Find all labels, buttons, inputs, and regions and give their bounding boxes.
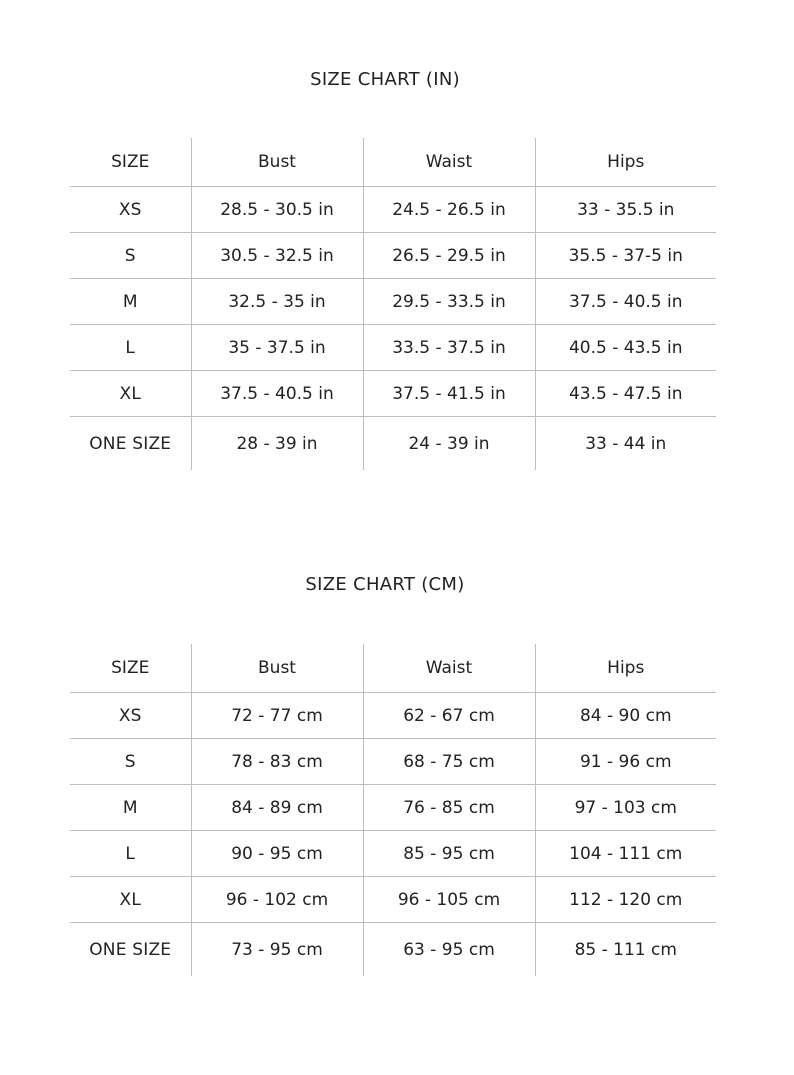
waist-cell: 68 - 75 cm (363, 739, 535, 785)
hips-cell: 37.5 - 40.5 in (535, 279, 716, 325)
table-row (70, 739, 716, 785)
table-header-row (70, 138, 716, 187)
table-row (70, 325, 716, 371)
hips-cell: 91 - 96 cm (535, 739, 716, 785)
bust-cell: 90 - 95 cm (191, 831, 363, 877)
bust-cell: 37.5 - 40.5 in (191, 371, 363, 417)
table-header-row (70, 644, 716, 693)
size-cell: XS (70, 693, 191, 739)
size-cell: XL (70, 371, 191, 417)
bust-cell: 28.5 - 30.5 in (191, 187, 363, 233)
hips-cell: 40.5 - 43.5 in (535, 325, 716, 371)
bust-cell: 35 - 37.5 in (191, 325, 363, 371)
header-size: SIZE (70, 644, 191, 693)
hips-cell: 85 - 111 cm (535, 923, 716, 977)
bust-cell: 30.5 - 32.5 in (191, 233, 363, 279)
header-hips: Hips (535, 138, 716, 187)
hips-cell: 104 - 111 cm (535, 831, 716, 877)
waist-cell: 63 - 95 cm (363, 923, 535, 977)
bust-cell: 78 - 83 cm (191, 739, 363, 785)
table-row (70, 923, 716, 977)
table-row (70, 785, 716, 831)
header-waist: Waist (363, 138, 535, 187)
size-cell: ONE SIZE (89, 939, 172, 960)
waist-cell: 85 - 95 cm (363, 831, 535, 877)
waist-cell: 29.5 - 33.5 in (363, 279, 535, 325)
size-chart-in-title: SIZE CHART (IN) (310, 69, 460, 90)
waist-cell: 26.5 - 29.5 in (363, 233, 535, 279)
size-cell: L (70, 831, 191, 877)
bust-cell: 28 - 39 in (191, 417, 363, 471)
waist-cell: 96 - 105 cm (363, 877, 535, 923)
size-chart-in-table (70, 138, 716, 470)
size-cell: XS (70, 187, 191, 233)
table-row (70, 233, 716, 279)
size-cell: ONE SIZE (89, 433, 172, 454)
waist-cell: 76 - 85 cm (363, 785, 535, 831)
table-row (70, 371, 716, 417)
size-cell: M (70, 785, 191, 831)
size-chart-cm-title: SIZE CHART (CM) (305, 574, 465, 595)
size-chart-cm-table (70, 644, 716, 976)
header-bust: Bust (191, 644, 363, 693)
size-cell: S (70, 233, 191, 279)
hips-cell: 43.5 - 47.5 in (535, 371, 716, 417)
bust-cell: 84 - 89 cm (191, 785, 363, 831)
waist-cell: 24 - 39 in (363, 417, 535, 471)
table-row (70, 279, 716, 325)
bust-cell: 73 - 95 cm (191, 923, 363, 977)
size-cell: L (70, 325, 191, 371)
bust-cell: 32.5 - 35 in (191, 279, 363, 325)
header-hips: Hips (535, 644, 716, 693)
size-cell: S (70, 739, 191, 785)
hips-cell: 33 - 44 in (535, 417, 716, 471)
bust-cell: 96 - 102 cm (191, 877, 363, 923)
bust-cell: 72 - 77 cm (191, 693, 363, 739)
waist-cell: 62 - 67 cm (363, 693, 535, 739)
hips-cell: 35.5 - 37-5 in (535, 233, 716, 279)
header-bust: Bust (191, 138, 363, 187)
size-cell: M (70, 279, 191, 325)
waist-cell: 24.5 - 26.5 in (363, 187, 535, 233)
waist-cell: 33.5 - 37.5 in (363, 325, 535, 371)
table-row (70, 693, 716, 739)
header-size: SIZE (70, 138, 191, 187)
table-row (70, 831, 716, 877)
waist-cell: 37.5 - 41.5 in (363, 371, 535, 417)
hips-cell: 112 - 120 cm (535, 877, 716, 923)
table-row (70, 417, 716, 471)
hips-cell: 84 - 90 cm (535, 693, 716, 739)
header-waist: Waist (363, 644, 535, 693)
table-row (70, 877, 716, 923)
size-cell: XL (70, 877, 191, 923)
hips-cell: 97 - 103 cm (535, 785, 716, 831)
table-row (70, 187, 716, 233)
hips-cell: 33 - 35.5 in (535, 187, 716, 233)
